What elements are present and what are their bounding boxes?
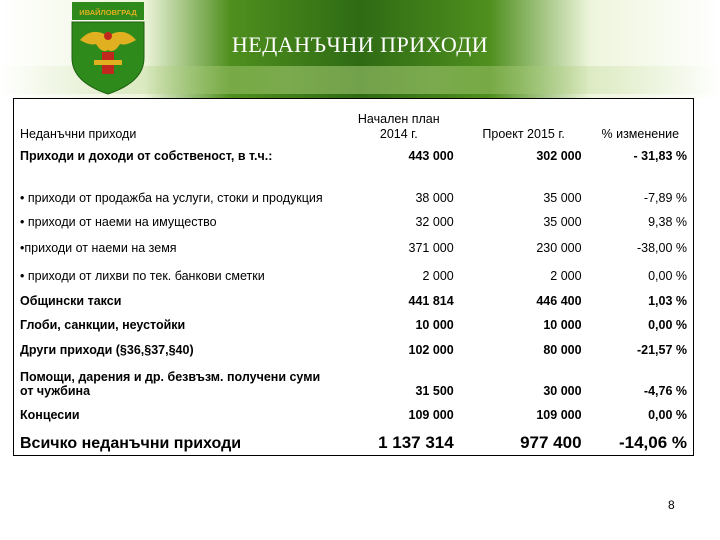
plan-2014-cell: 371 000 — [408, 240, 454, 255]
project-2015-cell: 2 000 — [550, 268, 582, 283]
project-2015-cell: 10 000 — [543, 317, 582, 332]
table-row — [14, 400, 694, 424]
plan-2014-cell: 443 000 — [408, 148, 454, 163]
project-2015-cell: 80 000 — [543, 342, 582, 357]
row-label: Глоби, санкции, неустойки — [20, 317, 186, 332]
plan-2014-cell: 31 500 — [415, 383, 454, 398]
change-percent-cell: - 31,83 % — [633, 148, 687, 163]
column-header: Начален план 2014 г. — [357, 111, 440, 141]
change-percent-cell: -38,00 % — [636, 240, 687, 255]
page-number: 8 — [668, 498, 675, 512]
plan-2014-cell: 109 000 — [408, 407, 454, 422]
change-percent-cell: 0,00 % — [648, 268, 687, 283]
row-label: Помощи, дарения и др. безвъзм. получени суми от чужбина — [20, 369, 321, 398]
plan-2014-cell: 38 000 — [415, 190, 454, 205]
table-row — [14, 359, 694, 400]
project-2015-cell: 109 000 — [536, 407, 582, 422]
table-row — [14, 285, 694, 310]
column-header: Неданъчни приходи — [20, 126, 137, 141]
plan-2014-cell: 32 000 — [415, 214, 454, 229]
plan-2014-cell: 1 137 314 — [378, 433, 454, 452]
change-percent-cell: -14,06 % — [618, 433, 687, 452]
table-row — [14, 257, 694, 285]
row-label: Всичко неданъчни приходи — [20, 435, 242, 452]
table-row — [14, 144, 694, 165]
table-row — [14, 334, 694, 359]
row-label: • приходи от наеми на имущество — [20, 214, 217, 229]
table-row — [14, 207, 694, 231]
plan-2014-cell: 102 000 — [408, 342, 454, 357]
non-tax-revenue-table — [13, 98, 694, 456]
row-label: Други приходи (§36,§37,§40) — [20, 342, 194, 357]
table-row — [14, 231, 694, 257]
row-label: Концесии — [20, 407, 80, 422]
project-2015-cell: 302 000 — [536, 148, 582, 163]
plan-2014-cell: 2 000 — [422, 268, 454, 283]
total-row — [14, 424, 694, 456]
project-2015-cell: 35 000 — [543, 190, 582, 205]
change-percent-cell: 0,00 % — [648, 317, 687, 332]
project-2015-cell: 977 400 — [520, 433, 582, 452]
table-header-row — [14, 99, 694, 144]
project-2015-cell: 30 000 — [543, 383, 582, 398]
column-header: Проект 2015 г. — [482, 126, 565, 141]
table-row — [14, 310, 694, 334]
row-label: •приходи от наеми на земя — [20, 240, 177, 255]
project-2015-cell: 230 000 — [536, 240, 582, 255]
change-percent-cell: 9,38 % — [648, 214, 687, 229]
table-row — [14, 165, 694, 207]
slide-title: НЕДАНЪЧНИ ПРИХОДИ — [231, 32, 489, 57]
change-percent-cell: -4,76 % — [643, 383, 687, 398]
change-percent-cell: 0,00 % — [648, 407, 687, 422]
logo-text: ИВАЙЛОВГРАД — [79, 8, 137, 17]
plan-2014-cell: 10 000 — [415, 317, 454, 332]
project-2015-cell: 446 400 — [536, 293, 582, 308]
row-label: • приходи от продажба на услуги, стоки и продукция — [20, 190, 323, 205]
change-percent-cell: 1,03 % — [648, 293, 687, 308]
row-label: Приходи и доходи от собственост, в т.ч.: — [20, 148, 273, 163]
change-percent-cell: -21,57 % — [636, 342, 687, 357]
row-label: Общински такси — [20, 293, 122, 308]
column-header: % изменение — [601, 126, 680, 141]
row-label: • приходи от лихви по тек. банкови сметки — [20, 268, 265, 283]
plan-2014-cell: 441 814 — [408, 293, 454, 308]
change-percent-cell: -7,89 % — [643, 190, 687, 205]
project-2015-cell: 35 000 — [543, 214, 582, 229]
